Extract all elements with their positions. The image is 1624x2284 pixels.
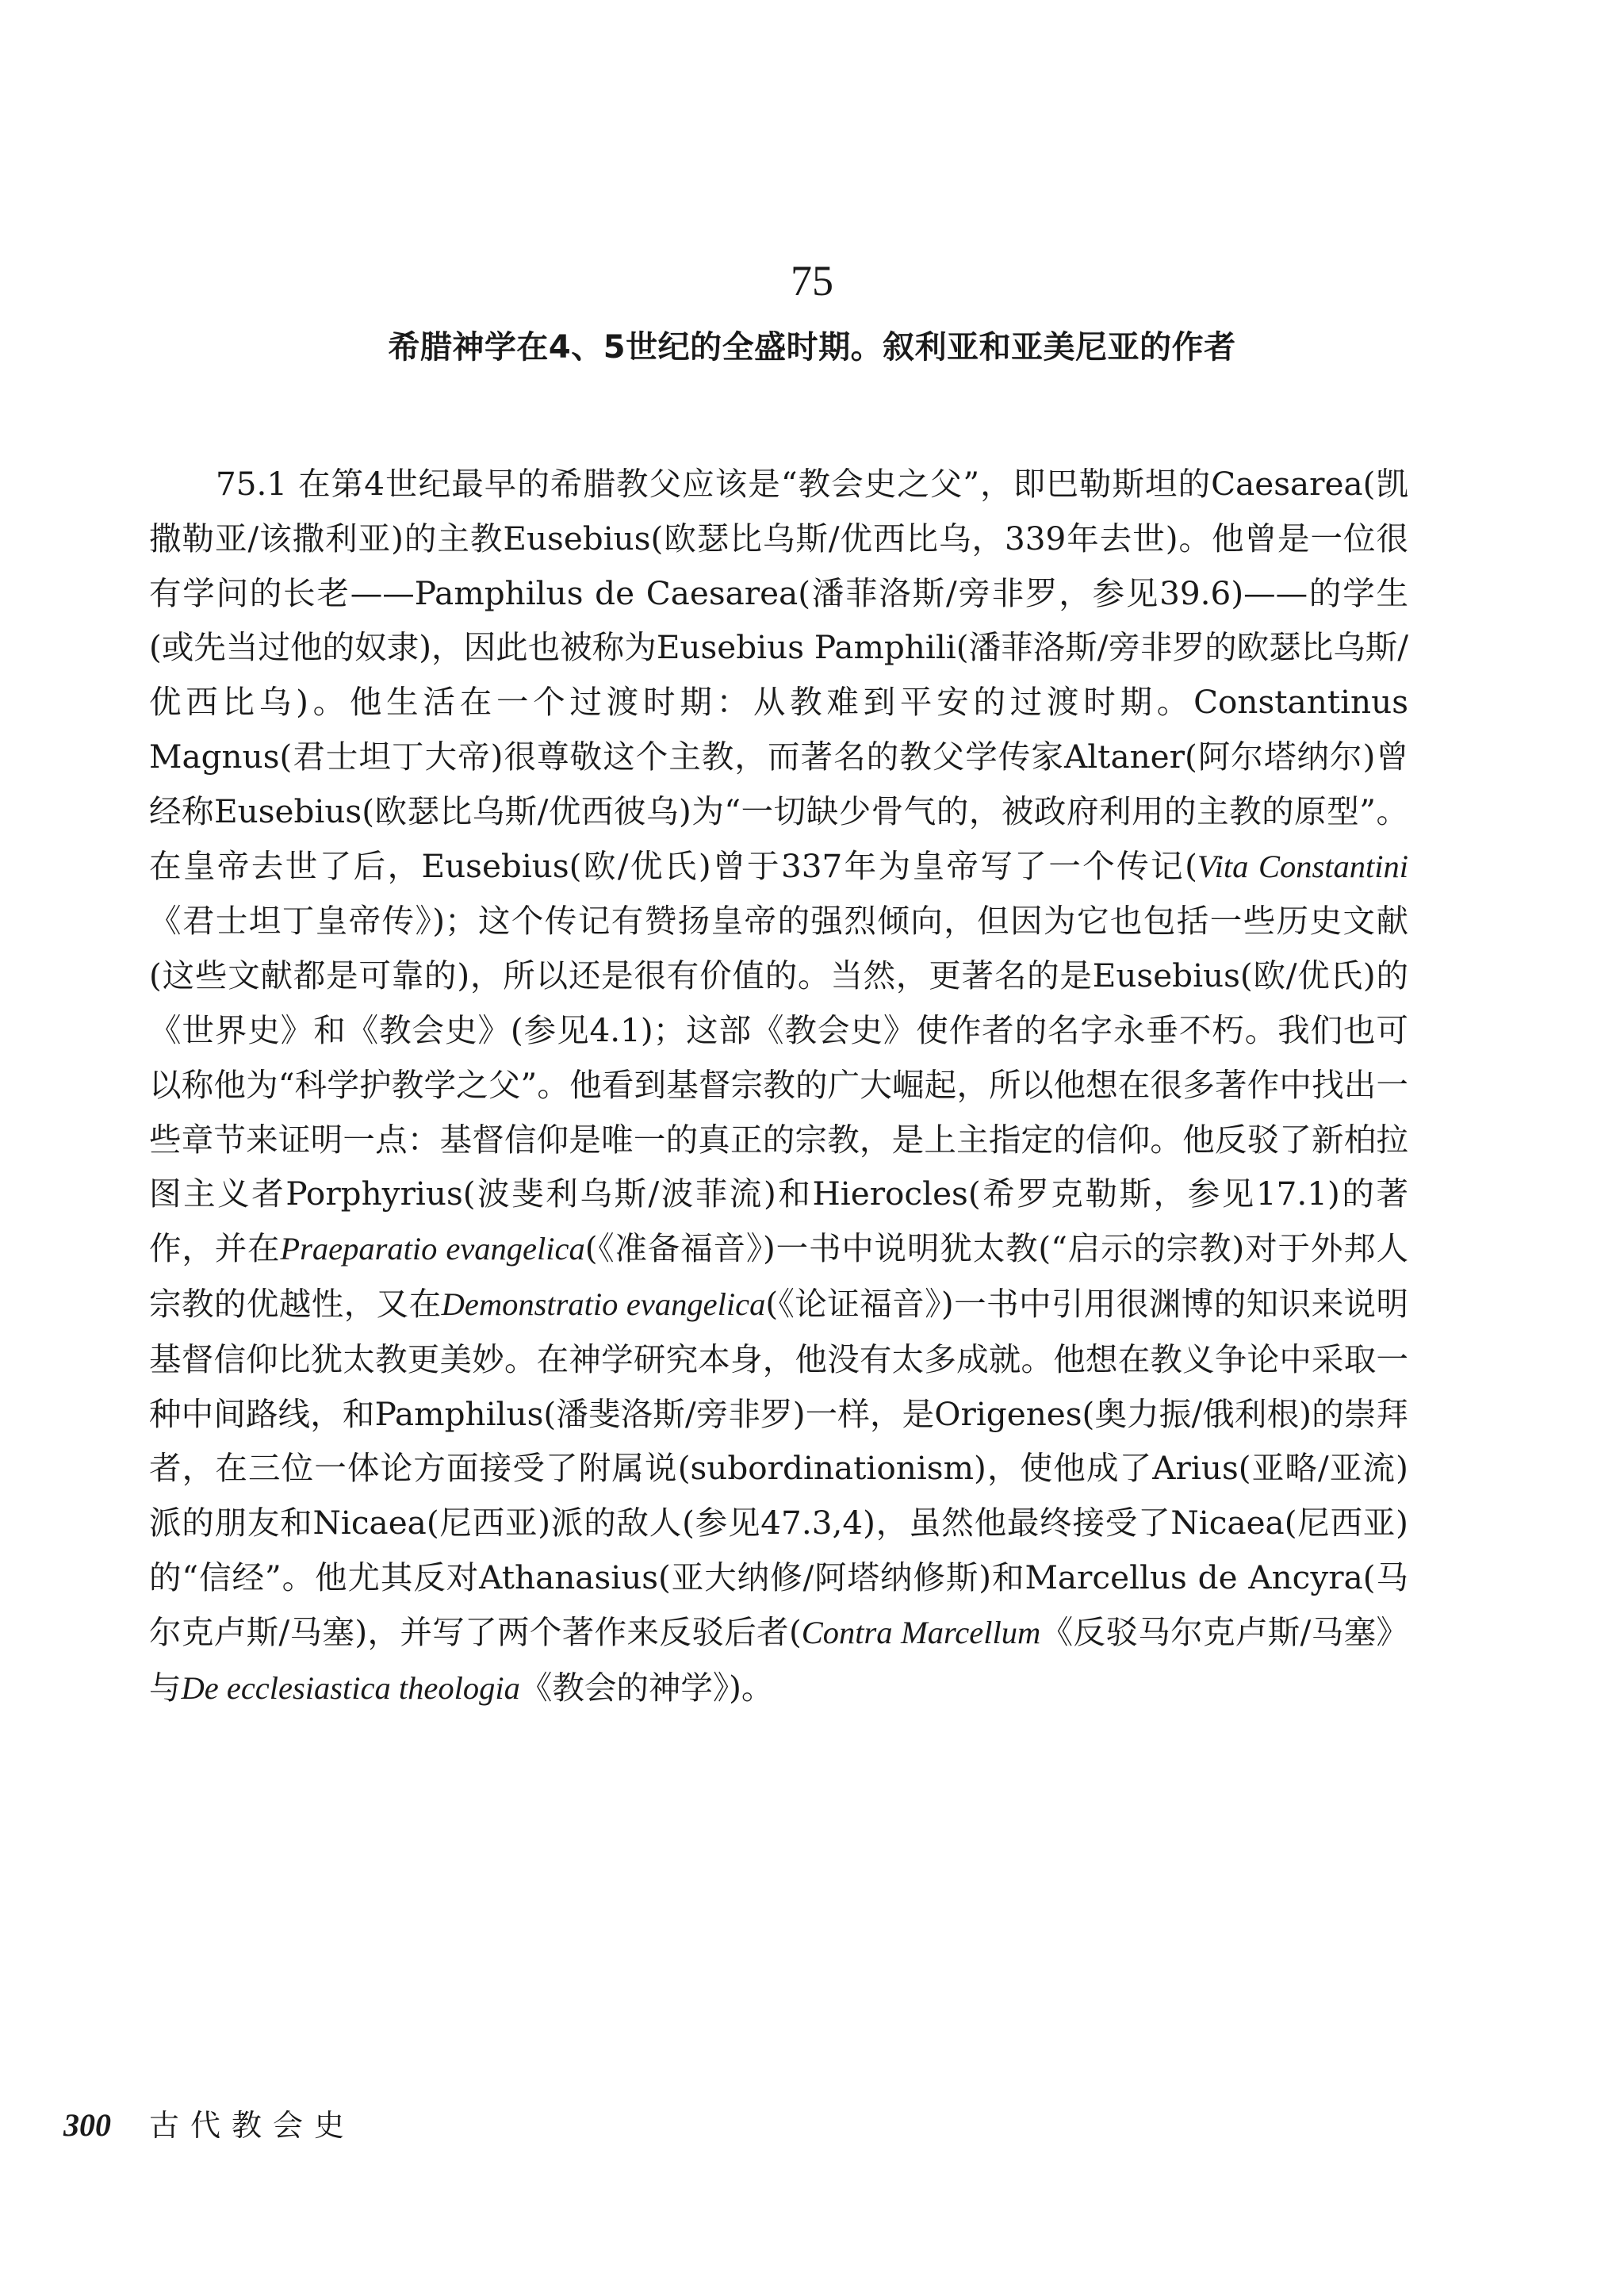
chapter-number: 75 <box>791 257 833 305</box>
page-footer <box>63 2102 355 2149</box>
latin-title-de-ecclesiastica-theologia: De ecclesiastica theologia <box>181 1669 520 1706</box>
paragraph-text: (《准备福音》)一书中说明犹太教(“启示的宗教)对于外邦人宗教的优越性，又在 <box>149 1229 1409 1323</box>
page-number: 300 <box>63 2107 111 2143</box>
latin-title-demonstratio-evangelica: Demonstratio evangelica <box>441 1286 766 1322</box>
paragraph-text: 《君士坦丁皇帝传》)；这个传记有赞扬皇帝的强烈倾向，但因为它也包括一些历史文献(这些文献都是可靠的)，所以还是很有价值的。当然，更著名的是Eusebius(欧/优氏)的《世界史》和《教会史》(参见4.1)；这部《教会史》使作者的名字永垂不朽。我们也可以称他为“科学护教学之父”。他看到基督宗教的广大崛起，所以他想在很多著作中找出一些章节来证明一点：基督信仰是唯一的真正的宗教，是上主指定的信仰。他反驳了新柏拉图主义者Porphyrius(波斐利乌斯/波菲流)和Hierocles(希罗克勒斯，参见17.1)的著作，并在 <box>149 902 1408 1268</box>
running-book-title: 古代教会史 <box>149 2108 356 2143</box>
chapter-title: 希腊神学在4、5世纪的全盛时期。叙利亚和亚美尼亚的作者 <box>388 329 1236 366</box>
latin-title-vita-constantini: Vita Constantini <box>1197 848 1408 884</box>
paragraph-text: 75.1 在第4世纪最早的希腊教父应该是“教会史之父”，即巴勒斯坦的Caesarea(凯撒勒亚/该撒利亚)的主教Eusebius(欧瑟比乌斯/优西比乌，339年去世)。他曾是一位很有学问的长老——Pamphilus de Caesarea(潘菲洛斯/旁非罗，参见39.6)——的学生(或先当过他的奴隶)，因此也被称为Eusebius Pamphili(潘菲洛斯/旁非罗的欧瑟比乌斯/优西比乌)。他生活在一个过渡时期：从教难到平安的过渡时期。Constantinus Magnus(君士坦丁大帝)很尊敬这个主教，而著名的教父学传家Altaner(阿尔塔纳尔)曾经称Eusebius(欧瑟比乌斯/优西彼乌)为“一切缺少骨气的，被政府利用的主教的原型”。在皇帝去世了后，Eusebius(欧/优氏)曾于337年为皇帝写了一个传记( <box>149 465 1408 885</box>
latin-title-contra-marcellum: Contra Marcellum <box>801 1614 1041 1650</box>
paragraph-text: 《反驳马尔克卢斯/马塞》与 <box>149 1612 1408 1707</box>
latin-title-praeparatio-evangelica: Praeparatio evangelica <box>280 1231 585 1267</box>
paragraph-text: 《教会的神学》)。 <box>519 1668 774 1707</box>
paragraph-text: (《论证福音》)一书中引用很渊博的知识来说明基督信仰比犹太教更美妙。在神学研究本身，他没有太多成就。他想在教义争论中采取一种中间路线，和Pamphilus(潘斐洛斯/旁非罗)一样，是Origenes(奥力振/俄利根)的崇拜者，在三位一体论方面接受了附属说(subordinationism)，使他成了Arius(亚略/亚流)派的朋友和Nicaea(尼西亚)派的敌人(参见47.3,4)，虽然他最终接受了Nicaea(尼西亚)的“信经”。他尤其反对Athanasius(亚大纳修/阿塔纳修斯)和Marcellus de Ancyra(马尔克卢斯/马塞)，并写了两个著作来反驳后者( <box>149 1284 1408 1651</box>
body-paragraph <box>149 457 1408 1715</box>
